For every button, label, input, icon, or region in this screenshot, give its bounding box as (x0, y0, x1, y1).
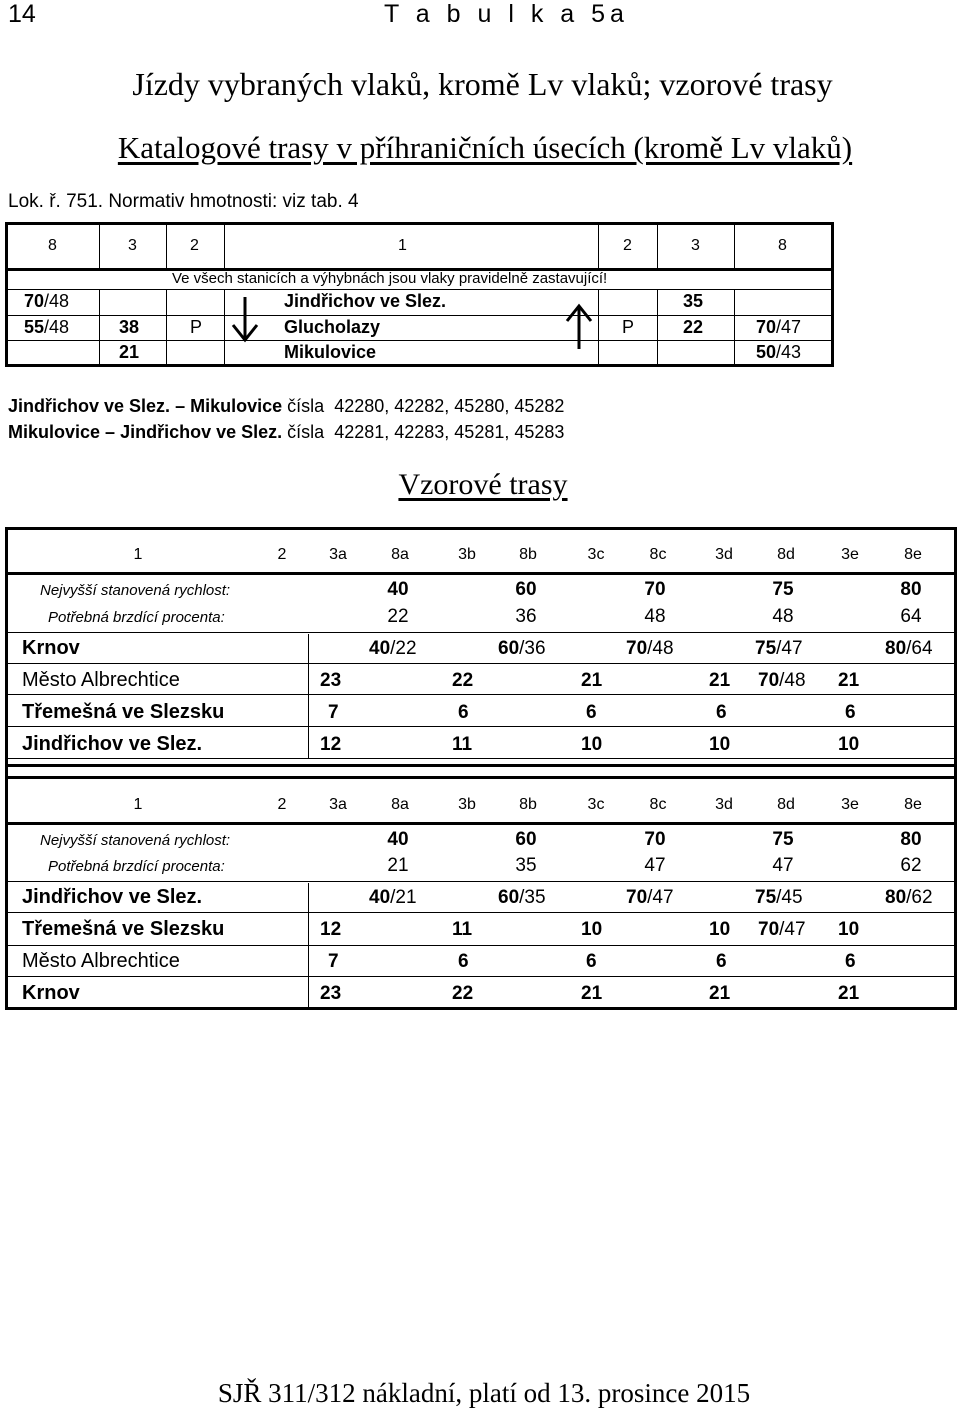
speed-brake: 80/64 (885, 638, 933, 659)
travel-time: 10 (581, 734, 603, 755)
travel-time: 10 (838, 919, 860, 940)
locomotive-note: Lok. ř. 751. Normativ hmotnosti: viz tab. 4 (8, 191, 359, 212)
col-header: 2 (623, 237, 632, 254)
down-arrow-icon (230, 295, 260, 343)
travel-time: 6 (845, 702, 856, 723)
travel-time: 6 (586, 951, 597, 972)
travel-time: 6 (458, 951, 469, 972)
brake-value: 48 (644, 606, 666, 627)
travel-time: 7 (328, 702, 339, 723)
col-header: 8b (519, 546, 537, 563)
col-header: 3b (458, 796, 476, 813)
travel-time: 6 (716, 702, 727, 723)
station-name: Třemešná ve Slezsku (22, 918, 225, 940)
station-name: Mikulovice (284, 342, 377, 362)
brake-label: Potřebná brzdící procenta: (48, 858, 225, 875)
brake-value: 36 (515, 606, 537, 627)
pattern-table-2 (5, 776, 957, 1010)
travel-time: 22 (452, 983, 474, 1004)
stop-note: Ve všech stanicích a výhybnách jsou vlaky pravidelně zastavující! (172, 270, 608, 287)
travel-time: 11 (452, 919, 473, 940)
brake-value: 47 (644, 855, 666, 876)
station-name: Krnov (22, 982, 80, 1004)
stop-mark: P (622, 317, 635, 337)
speed-brake: 70/48 (626, 638, 674, 659)
speed-brake: 80/62 (885, 887, 933, 908)
brake-value: 48 (772, 606, 794, 627)
col-header: 2 (277, 796, 287, 813)
speed-value: 80 (900, 829, 922, 850)
col-header: 8 (778, 237, 787, 254)
travel-time: 10 (709, 734, 731, 755)
travel-time: 22 (683, 317, 704, 337)
col-header: 8a (391, 546, 409, 563)
col-header: 3 (128, 237, 137, 254)
travel-time: 22 (452, 670, 474, 691)
col-header: 3b (458, 546, 476, 563)
travel-time: 21 (581, 670, 603, 691)
travel-time: 6 (458, 702, 469, 723)
col-header: 3d (715, 796, 733, 813)
speed-value: 80 (900, 579, 922, 600)
direction-line: Jindřichov ve Slez. – Mikulovice čísla 42280, 42282, 45280, 45282 (8, 396, 565, 416)
travel-time: 21 (119, 342, 140, 362)
col-header: 1 (133, 546, 143, 563)
page-subtitle: Katalogové trasy v příhraničních úsecích (kromě Lv vlaků) (117, 130, 853, 165)
travel-time: 10 (838, 734, 860, 755)
travel-time: 21 (709, 670, 731, 691)
speed-brake: 70/47 (758, 919, 806, 940)
brake-value: 21 (387, 855, 409, 876)
col-header: 8e (904, 796, 922, 813)
col-header: 2 (277, 546, 287, 563)
travel-time: 35 (683, 291, 704, 311)
travel-time: 7 (328, 951, 339, 972)
speed-brake: 70/47 (626, 887, 674, 908)
page-title: Jízdy vybraných vlaků, kromě Lv vlaků; vzorové trasy (132, 66, 833, 102)
speed-value: 40 (387, 829, 409, 850)
col-header: 3a (329, 546, 347, 563)
travel-time: 10 (709, 919, 731, 940)
speed-label: Nejvyšší stanovená rychlost: (40, 582, 231, 599)
speed-brake: 60/35 (498, 887, 546, 908)
speed-brake: 40/21 (369, 887, 417, 908)
travel-time: 12 (320, 734, 342, 755)
col-header: 3c (587, 796, 605, 813)
col-header: 8 (48, 237, 57, 254)
col-header: 8c (649, 546, 667, 563)
station-name: Město Albrechtice (22, 669, 180, 691)
speed-value: 40 (387, 579, 409, 600)
travel-time: 23 (320, 983, 342, 1004)
col-header: 3c (587, 546, 605, 563)
travel-time: 23 (320, 670, 342, 691)
speed-brake: 60/36 (498, 638, 546, 659)
brake-value: 47 (772, 855, 794, 876)
patterns-title: Vzorové trasy (398, 468, 568, 501)
col-header: 8d (777, 546, 795, 563)
station-name: Jindřichov ve Slez. (284, 291, 447, 311)
col-header: 3a (329, 796, 347, 813)
travel-time: 38 (119, 317, 140, 337)
speed-brake: 70/48 (24, 291, 70, 311)
brake-label: Potřebná brzdící procenta: (48, 609, 225, 626)
travel-time: 6 (716, 951, 727, 972)
page-number: 14 (8, 0, 36, 28)
travel-time: 6 (586, 702, 597, 723)
travel-time: 11 (452, 734, 473, 755)
travel-time: 21 (838, 670, 860, 691)
station-name: Jindřichov ve Slez. (22, 733, 203, 755)
travel-time: 21 (709, 983, 731, 1004)
travel-time: 21 (581, 983, 603, 1004)
brake-value: 35 (515, 855, 537, 876)
col-header: 8b (519, 796, 537, 813)
col-header: 3 (691, 237, 700, 254)
page-footer: SJŘ 311/312 nákladní, platí od 13. prosince 2015 (217, 1378, 751, 1408)
col-header: 8c (649, 796, 667, 813)
up-arrow-icon (564, 303, 594, 351)
travel-time: 12 (320, 919, 342, 940)
col-header: 8d (777, 796, 795, 813)
brake-value: 62 (900, 855, 922, 876)
col-header: 2 (190, 237, 199, 254)
station-name: Krnov (22, 637, 80, 659)
travel-time: 10 (581, 919, 603, 940)
table-label: T a b u l k a 5a (384, 0, 629, 28)
pattern-table-1 (5, 527, 957, 777)
col-header: 8e (904, 546, 922, 563)
col-header: 8a (391, 796, 409, 813)
speed-value: 75 (772, 829, 794, 850)
travel-time: 6 (845, 951, 856, 972)
station-name: Třemešná ve Slezsku (22, 701, 225, 723)
brake-value: 64 (900, 606, 922, 627)
stop-mark: P (190, 317, 203, 337)
station-name: Jindřichov ve Slez. (22, 886, 203, 908)
speed-brake: 55/48 (24, 317, 70, 337)
speed-value: 70 (644, 829, 666, 850)
station-name: Glucholazy (284, 317, 381, 337)
speed-brake: 75/45 (755, 887, 803, 908)
col-header: 1 (133, 796, 143, 813)
speed-brake: 75/47 (755, 638, 803, 659)
speed-label: Nejvyšší stanovená rychlost: (40, 832, 231, 849)
speed-brake: 70/47 (756, 317, 802, 337)
col-header: 3d (715, 546, 733, 563)
brake-value: 22 (387, 606, 409, 627)
catalog-table (5, 222, 834, 367)
speed-brake: 50/43 (756, 342, 802, 362)
col-header: 3e (841, 546, 859, 563)
speed-value: 70 (644, 579, 666, 600)
col-header: 3e (841, 796, 859, 813)
speed-brake: 70/48 (758, 670, 806, 691)
direction-line: Mikulovice – Jindřichov ve Slez. čísla 42281, 42283, 45281, 45283 (8, 422, 565, 442)
speed-brake: 40/22 (369, 638, 417, 659)
station-name: Město Albrechtice (22, 950, 180, 972)
speed-value: 60 (515, 829, 537, 850)
col-header: 1 (398, 237, 407, 254)
speed-value: 60 (515, 579, 537, 600)
travel-time: 21 (838, 983, 860, 1004)
speed-value: 75 (772, 579, 794, 600)
